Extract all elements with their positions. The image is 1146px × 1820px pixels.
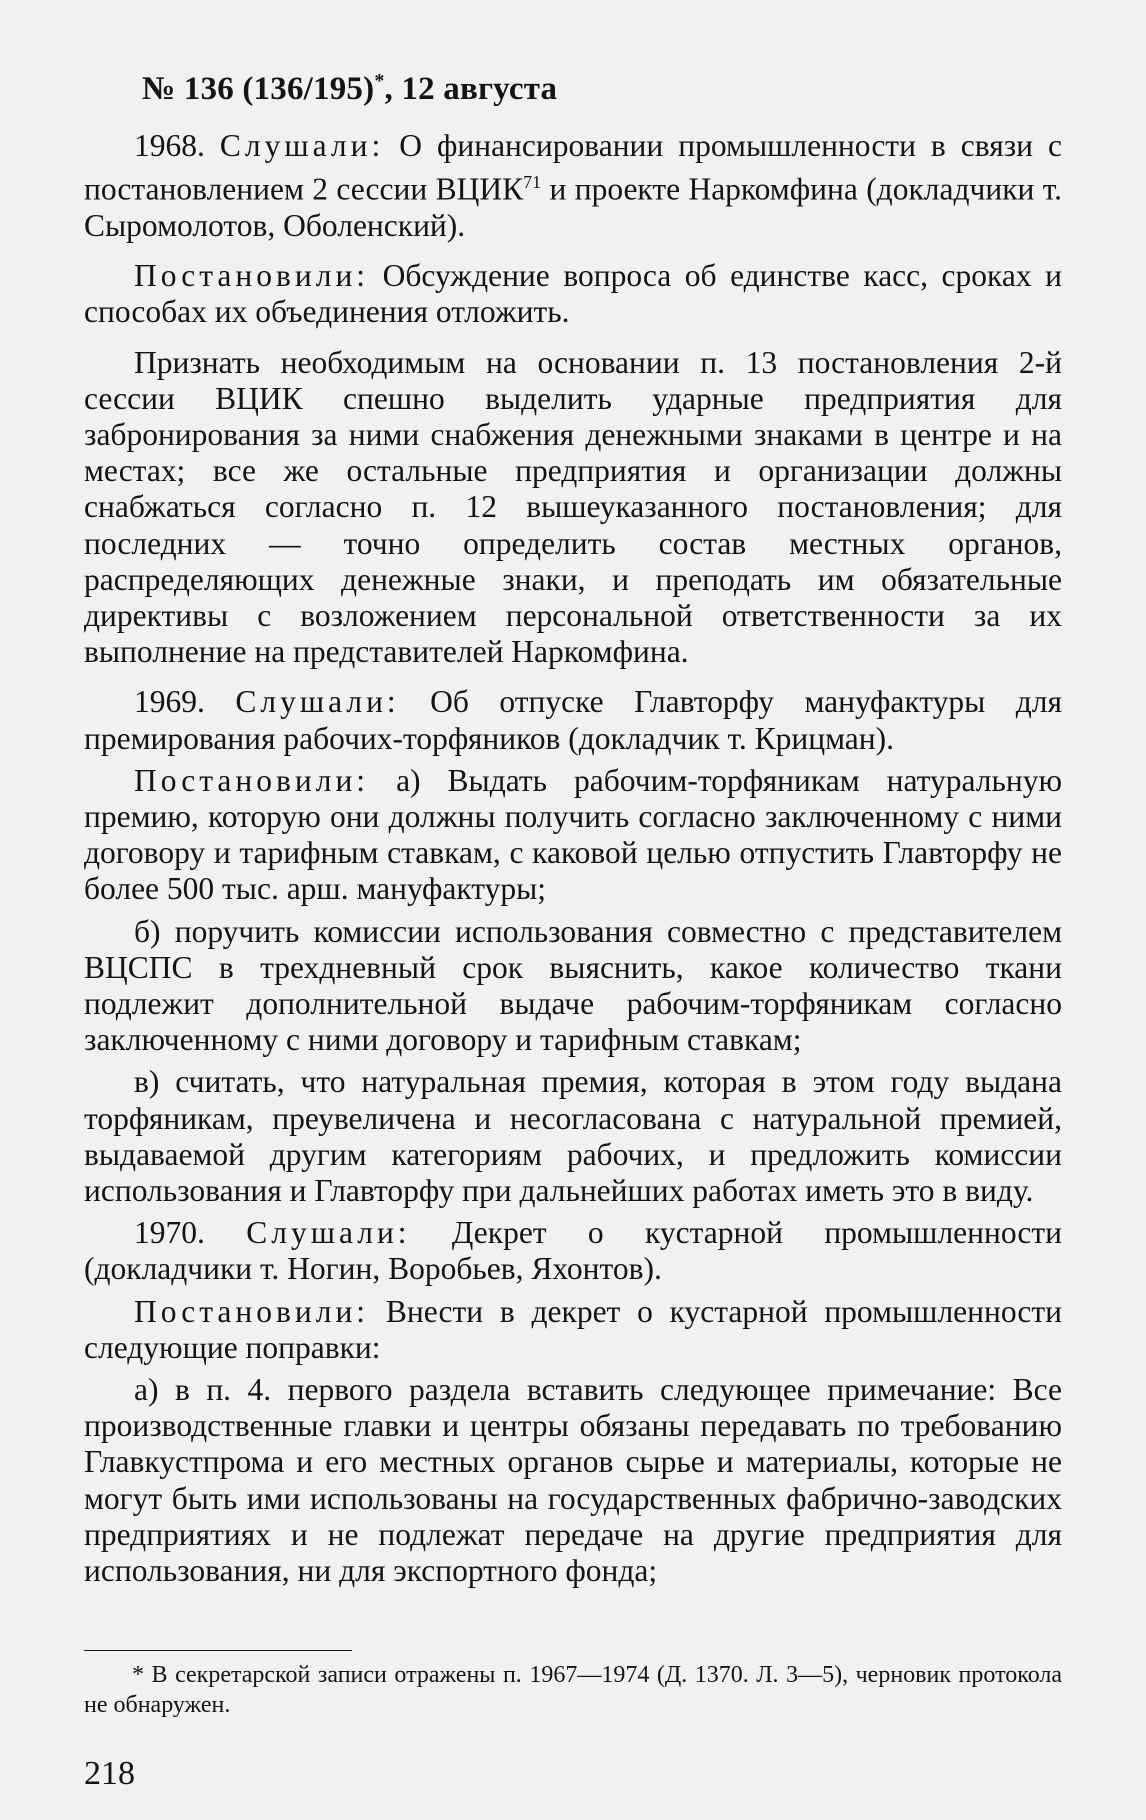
item-1968-heard: 1968. Слушали: О финансировании промышленности в связи с постановлением 2 сессии ВЦИК$^{71}$ и проекте Наркомфина (докладчики т. Сыромолотов, Оболенский). [84,128,1063,243]
item-1969-resolved-b: б) поручить комиссии использования совместно с представителем ВЦСПС в трехдневный срок выяснить, какое количество ткани подлежит дополнительной выдаче рабочим-торфяникам согласно заключенному с ними договору и тарифным ставкам; [84,913,1062,1058]
resolved-label: Постановили: [134,258,370,294]
item-1970-resolved: Постановили: Внести в декрет о кустарной промышленности следующие поправки: [84,1293,1062,1365]
item-number: 1969. [134,684,205,720]
document-heading [142,70,557,108]
item-1968-resolution-text: Признать необходимым на основании п. 13 постановления 2-й сессии ВЦИК спешно выделить ударные предприятия для забронирования за ними снабжения денежными знаками в центре и на местах; все же остальные предприятия и организации должны снабжаться согласно п. 12 вышеуказанного постановления; для последних — точно определить состав местных органов, распределяющих денежные знаки, и преподать им обязательные директивы с возложением персональной ответственности за их выполнение на представителей Наркомфина. [84,344,1062,670]
item-1970-heard: 1970. Слушали: Декрет о кустарной промышленности (докладчики т. Ногин, Воробьев, Яхонтов). [84,1215,1062,1287]
footnote-ref: 71 [523,172,542,193]
resolved-label: Постановили: [134,762,370,798]
item-1969-resolved-c: в) считать, что натуральная премия, которая в этом году выдана торфяникам, преувеличена и несогласована с натуральной премией, выдаваемой другим категориям рабочих, и предложить комиссии использования и Главторфу при дальнейших работах иметь это в виду. [84,1064,1062,1208]
item-1970-amendment-a: а) в п. 4. первого раздела вставить следующее примечание: Все производственные главки и центры обязаны передавать по требованию Главкустпрома и его местных органов сырье и материалы, которые не могут быть ими использованы на государственных фабрично-заводских предприятиях и не подлежат передаче на другие предприятия для использования, ни для экспортного фонда; [84,1372,1062,1589]
item-1969-heard: 1969. Слушали: Об отпуске Главторфу мануфактуры для премирования рабочих-торфяников (докладчик т. Крицман). [84,684,1062,756]
heading-number: № 136 (136/195) [142,71,375,107]
footnote [84,1660,1062,1720]
resolved-label: Постановили: [134,1293,370,1329]
item-number: 1970. [134,1215,205,1251]
heard-label: Слушали: [246,1215,411,1251]
item-1968-resolved: Постановили: Обсуждение вопроса об единстве касс, сроках и способах их объединения отложить. [84,258,1063,330]
heard-label: Слушали: [235,684,400,720]
page-number: 218 [84,1755,135,1792]
footnote-marker: * [132,1662,144,1688]
footnote-text: В секретарской записи отражены п. 1967—1974 (Д. 1370. Л. 3—5), черновик протокола не обнаружен. [84,1662,1062,1718]
item-1969-resolved-a: Постановили: а) Выдать рабочим-торфяникам натуральную премию, которую они должны получить согласно заключенному с ними договору и тарифным ставкам, с каковой целью отпустить Главторфу не более 500 тыс. арш. мануфактуры; [84,762,1062,907]
document-body [84,128,1062,1595]
heading-date: , 12 августа [384,71,558,107]
item-number: 1968. [134,128,205,163]
heard-label: Слушали: [219,128,385,163]
footnote-divider [84,1650,352,1651]
heading-footnote-marker: * [374,70,385,92]
